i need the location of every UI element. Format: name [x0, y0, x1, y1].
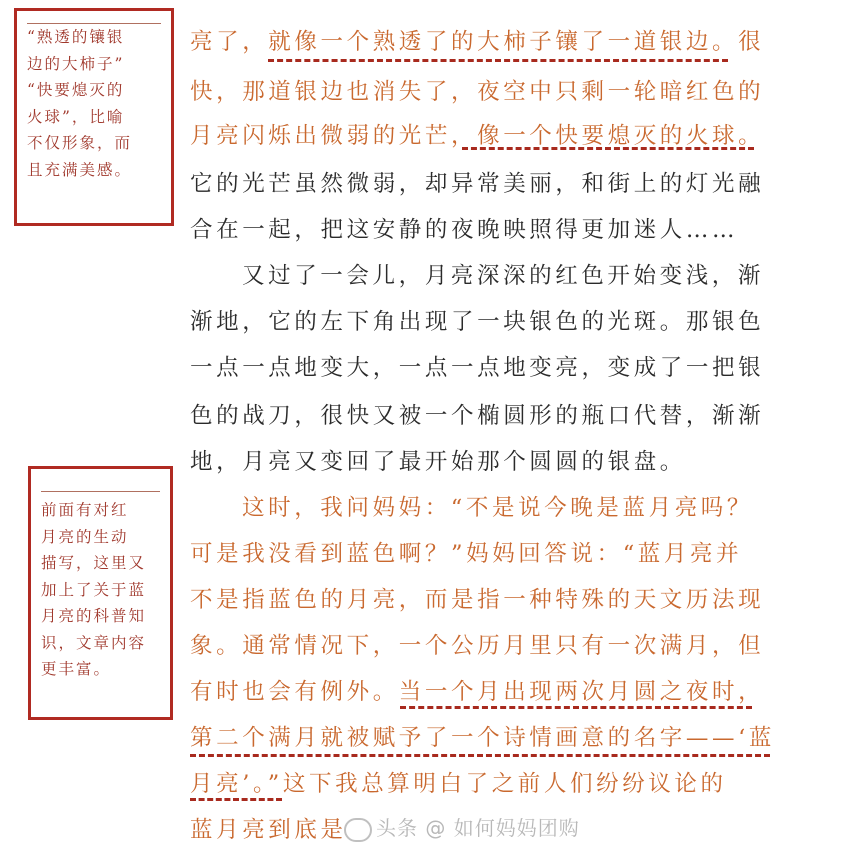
weibo-logo-icon [344, 818, 372, 842]
text-line: 第二个满月就被赋予了一个诗情画意的名字——‘蓝 [190, 725, 775, 751]
note-line: 火球”，比喻 [27, 107, 125, 126]
text-line: 月亮闪烁出微弱的光芒，像一个快要熄灭的火球。 [190, 123, 765, 149]
note-line: 加上了关于蓝 [41, 580, 147, 599]
note-rule [41, 491, 160, 492]
note-line: 描写，这里又 [41, 554, 147, 572]
dashed-underline [462, 147, 754, 150]
text-line: 地，月亮又变回了最开始那个圆圆的银盘。 [190, 449, 686, 475]
note-line: 且充满美感。 [27, 160, 133, 179]
text-line: 有时也会有例外。当一个月出现两次月圆之夜时， [190, 679, 765, 705]
note-line: “快要熄灭的 [27, 81, 125, 99]
note-line: 边的大柿子” [27, 54, 125, 73]
watermark-text: 头条 @ 如何妈妈团购 [376, 816, 580, 840]
text-line: 不是指蓝色的月亮，而是指一种特殊的天文历法现 [190, 587, 765, 613]
text-line: 渐地，它的左下角出现了一块银色的光斑。那银色 [190, 309, 765, 335]
note-line: “熟透的镶银 [27, 28, 125, 46]
note-line: 更丰富。 [41, 660, 112, 678]
dashed-underline [190, 798, 282, 801]
text-line: 它的光芒虽然微弱，却异常美丽，和街上的灯光融 [190, 171, 765, 197]
text-line: 月亮’。”这下我总算明白了之前人们纷纷议论的 [190, 771, 727, 797]
dashed-underline [268, 59, 728, 62]
dashed-underline [400, 706, 752, 709]
side-note-science [28, 466, 173, 720]
text-line: 一点一点地变大，一点一点地变亮，变成了一把银 [190, 355, 765, 381]
text-line: 亮了，就像一个熟透了的大柿子镶了一道银边。很 [190, 29, 765, 55]
note-line: 前面有对红 [41, 501, 129, 519]
note-line: 识，文章内容 [41, 633, 147, 652]
text-line: 这时，我问妈妈：“不是说今晚是蓝月亮吗？ [242, 495, 754, 521]
text-line: 色的战刀，很快又被一个椭圆形的瓶口代替，渐渐 [190, 403, 765, 429]
watermark [344, 812, 580, 842]
text-line: 象。通常情况下，一个公历月里只有一次满月，但 [190, 633, 765, 659]
text-line: 又过了一会儿，月亮深深的红色开始变浅，渐 [242, 263, 765, 289]
dashed-underline [190, 754, 770, 757]
note-line: 月亮的生动 [41, 527, 129, 546]
note-line: 不仅形象，而 [27, 134, 133, 152]
text-line: 合在一起，把这安静的夜晚映照得更加迷人…… [190, 217, 739, 243]
text-line: 可是我没看到蓝色啊？”妈妈回答说：“蓝月亮并 [190, 541, 743, 567]
side-note-metaphor [14, 8, 174, 226]
text-line: 蓝月亮到底是 [190, 817, 347, 843]
text-line: 快，那道银边也消失了，夜空中只剩一轮暗红色的 [190, 79, 765, 105]
note-line: 月亮的科普知 [41, 607, 147, 625]
